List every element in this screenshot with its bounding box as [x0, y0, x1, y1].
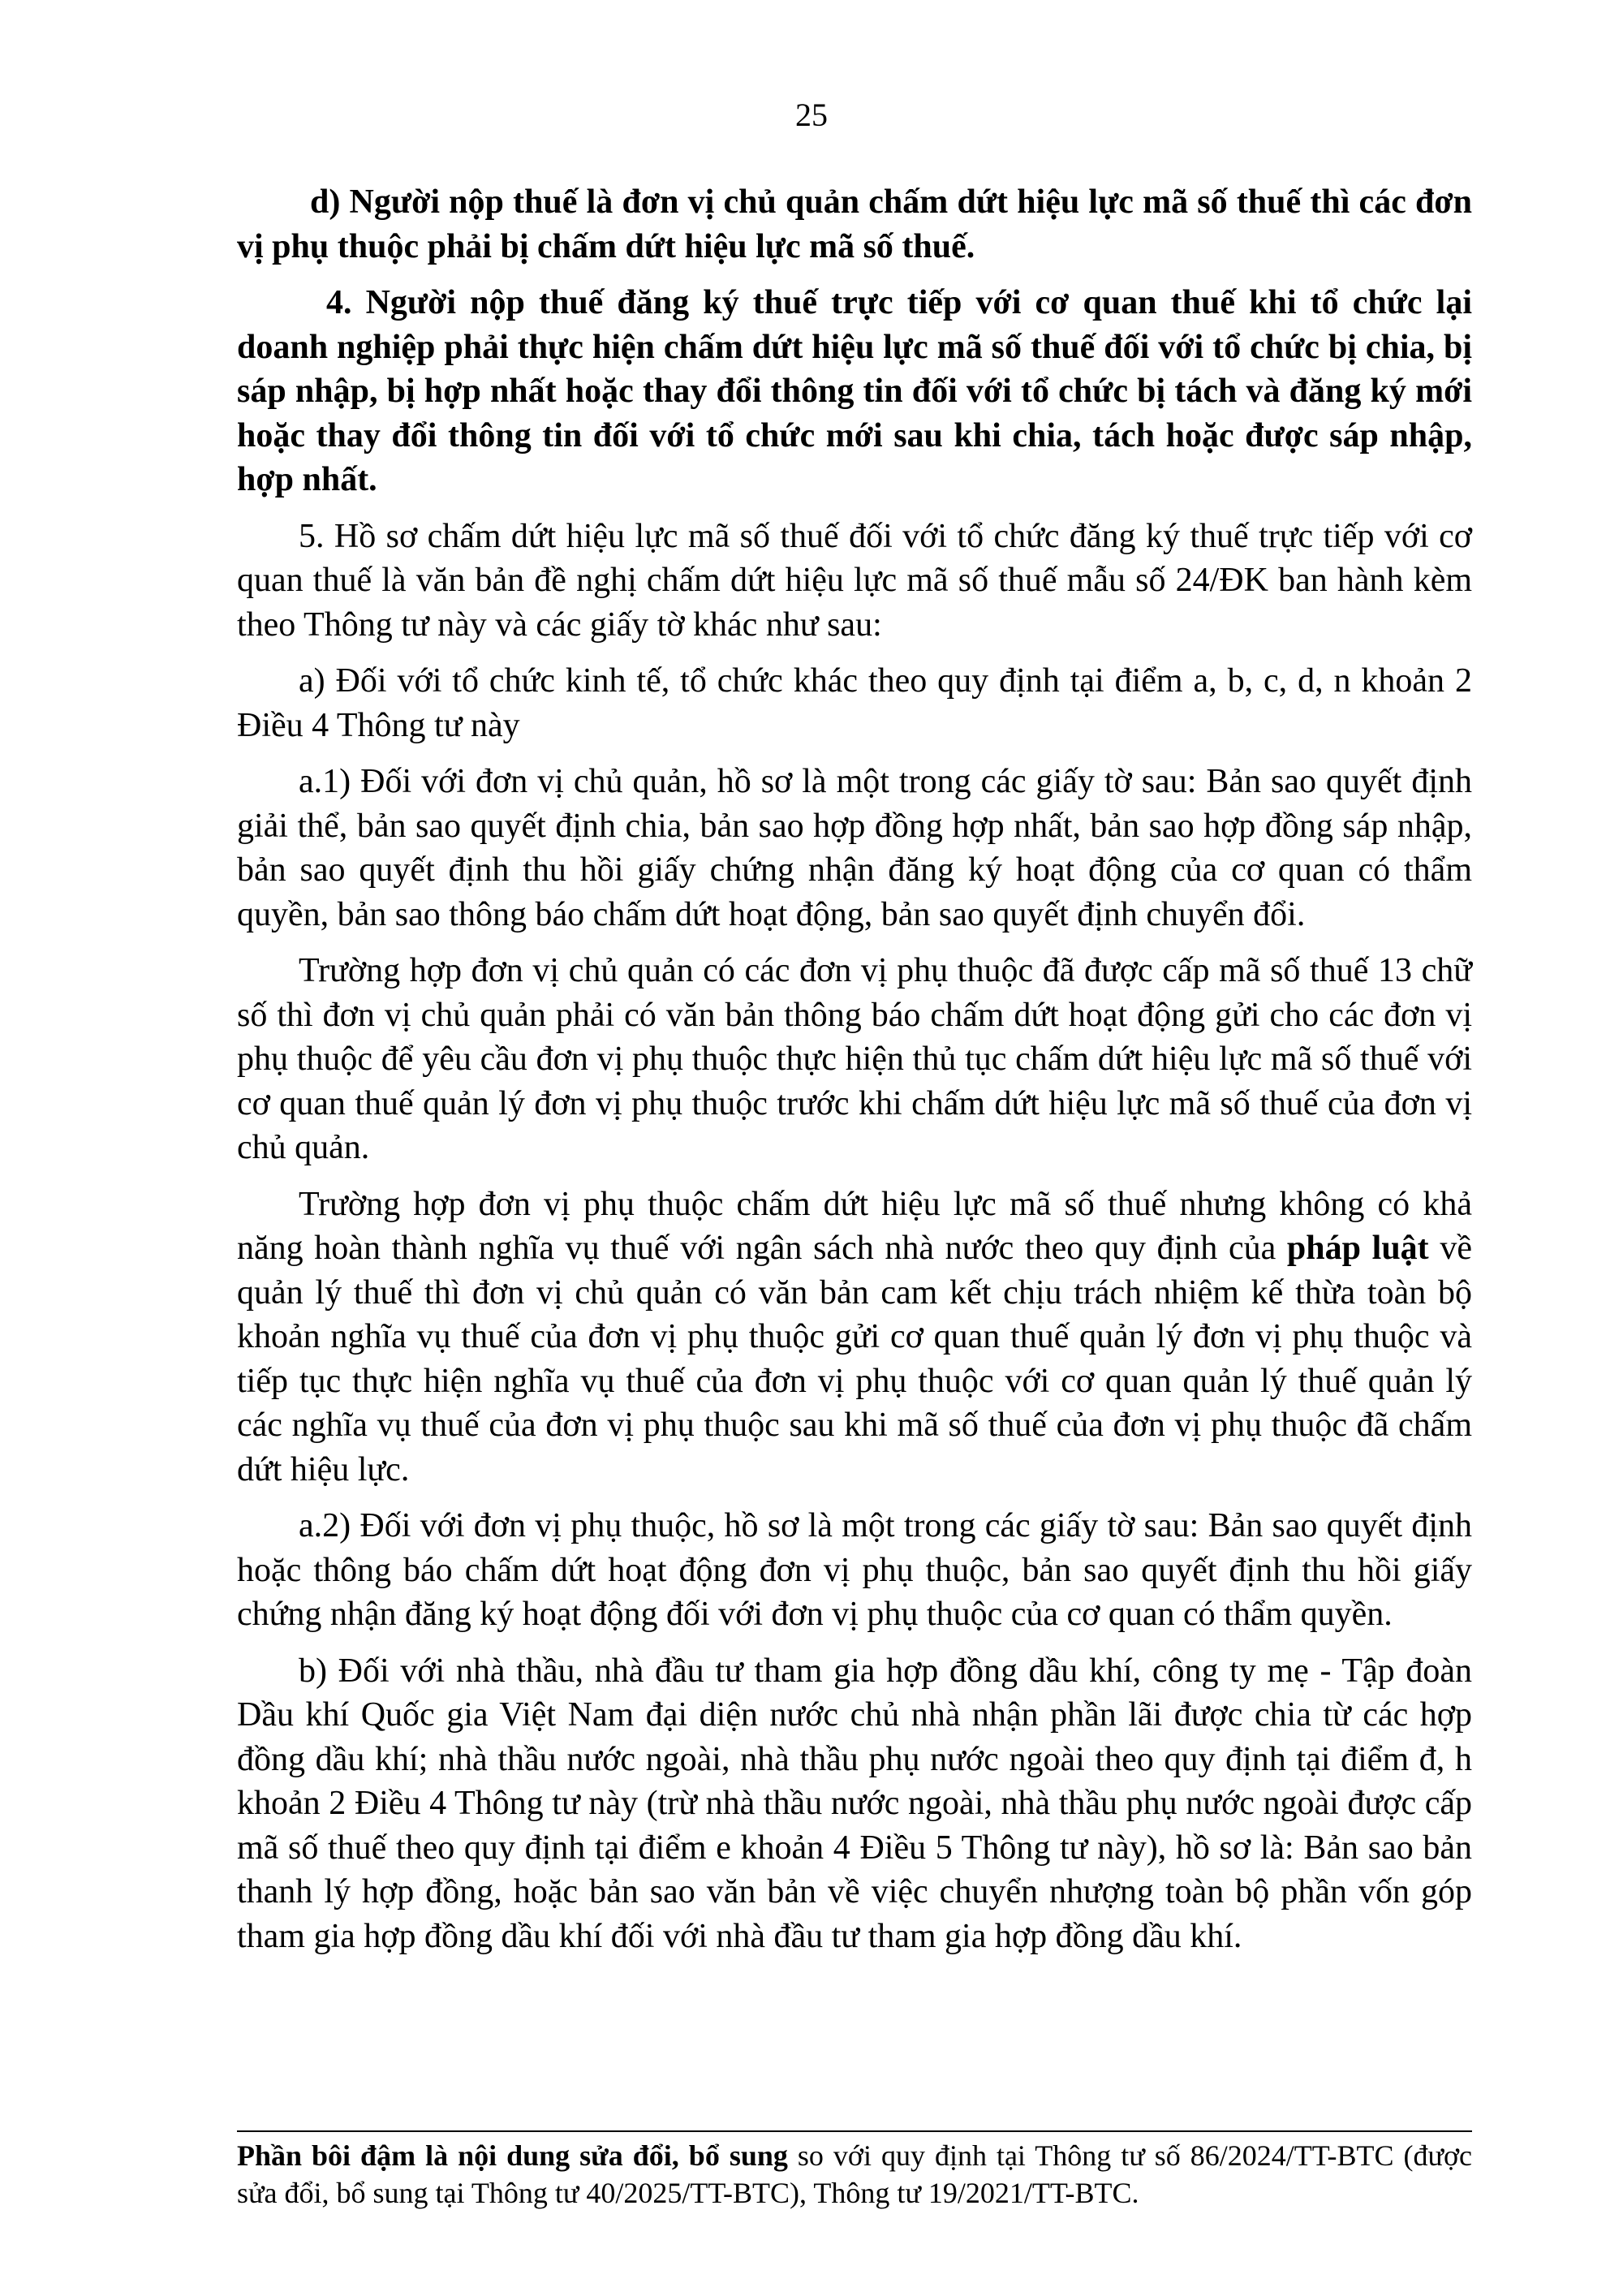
paragraph-a: a) Đối với tổ chức kinh tế, tổ chức khác theo quy định tại điểm a, b, c, d, n khoản 2 Điều 4 Thông tư này [237, 662, 1472, 744]
text-run: về quản lý thuế thì đơn vị chủ quản có văn bản cam kết chịu trách nhiệm kế thừa toàn bộ khoản nghĩa vụ thuế của đơn vị phụ thuộc gửi cơ quan thuế quản lý đơn vị phụ thuộc và tiếp tục thực hiện nghĩa vụ thuế của đơn vị phụ thuộc với cơ quan quản lý thuế quản lý các nghĩa vụ thuế của đơn vị phụ thuộc sau khi mã số thuế của đơn vị phụ thuộc đã chấm dứt hiệu lực. [237, 1230, 1472, 1488]
paragraph-5: 5. Hồ sơ chấm dứt hiệu lực mã số thuế đối với tổ chức đăng ký thuế trực tiếp với cơ quan thuế là văn bản đề nghị chấm dứt hiệu lực mã số thuế mẫu số 24/ĐK ban hành kèm theo Thông tư này và các giấy tờ khác như sau: [237, 517, 1472, 644]
footnote-divider [237, 2130, 1472, 2132]
footnote-bold: Phần bôi đậm là nội dung sửa đổi, bổ sung [237, 2139, 788, 2172]
paragraph-d: d) Người nộp thuế là đơn vị chủ quản chấm dứt hiệu lực mã số thuế thì các đơn vị phụ thuộc phải bị chấm dứt hiệu lực mã số thuế. [237, 183, 1472, 265]
paragraph-a2: a.2) Đối với đơn vị phụ thuộc, hồ sơ là một trong các giấy tờ sau: Bản sao quyết định hoặc thông báo chấm dứt hoạt động đơn vị phụ thuộc, bản sao quyết định thu hồi giấy chứng nhận đăng ký hoạt động đối với đơn vị phụ thuộc của cơ quan có thẩm quyền. [237, 1507, 1472, 1633]
paragraph-a1: a.1) Đối với đơn vị chủ quản, hồ sơ là một trong các giấy tờ sau: Bản sao quyết định giải thể, bản sao quyết định chia, bản sao hợp đồng hợp nhất, bản sao hợp đồng sáp nhập, bản sao quyết định thu hồi giấy chứng nhận đăng ký hoạt động của cơ quan có thẩm quyền, bản sao thông báo chấm dứt hoạt động, bản sao quyết định chuyển đổi. [237, 763, 1472, 933]
paragraph-b: b) Đối với nhà thầu, nhà đầu tư tham gia hợp đồng dầu khí, công ty mẹ - Tập đoàn Dầu khí Quốc gia Việt Nam đại diện nước chủ nhà nhận phần lãi được chia từ các hợp đồng dầu khí; nhà thầu nước ngoài, nhà thầu phụ nước ngoài theo quy định tại điểm đ, h khoản 2 Điều 4 Thông tư này (trừ nhà thầu nước ngoài, nhà thầu phụ nước ngoài được cấp mã số thuế theo quy định tại điểm e khoản 4 Điều 5 Thông tư này), hồ sơ là: Bản sao bản thanh lý hợp đồng, hoặc bản sao văn bản về việc chuyển nhượng toàn bộ phần vốn góp tham gia hợp đồng dầu khí đối với nhà đầu tư tham gia hợp đồng dầu khí. [237, 1652, 1472, 1955]
bold-text-run: pháp luật [1286, 1230, 1429, 1267]
paragraph-case-1: Trường hợp đơn vị chủ quản có các đơn vị phụ thuộc đã được cấp mã số thuế 13 chữ số thì đơn vị chủ quản phải có văn bản thông báo chấm dứt hoạt động gửi cho các đơn vị phụ thuộc để yêu cầu đơn vị phụ thuộc thực hiện thủ tục chấm dứt hiệu lực mã số thuế với cơ quan thuế quản lý đơn vị phụ thuộc trước khi chấm dứt hiệu lực mã số thuế của đơn vị chủ quản. [237, 952, 1472, 1166]
text-run: Trường hợp đơn vị phụ thuộc chấm dứt hiệu lực mã số thuế nhưng không có khả năng hoàn thành nghĩa vụ thuế với ngân sách nhà nước theo quy định của [237, 1185, 1472, 1267]
document-body [237, 180, 1472, 1971]
page-number: 25 [795, 97, 828, 133]
footnote [237, 2137, 1472, 2212]
paragraph-case-2 [237, 1182, 1472, 1493]
footnote-text: so với quy định tại Thông tư số 86/2024/TT-BTC (được sửa đổi, bổ sung tại Thông tư 40/2025/TT-BTC), Thông tư 19/2021/TT-BTC. [237, 2139, 1473, 2209]
paragraph-4: 4. Người nộp thuế đăng ký thuế trực tiếp với cơ quan thuế khi tổ chức lại doanh nghiệp phải thực hiện chấm dứt hiệu lực mã số thuế đối với tổ chức bị chia, bị sáp nhập, bị hợp nhất hoặc thay đổi thông tin đối với tổ chức bị tách và đăng ký mới hoặc thay đổi thông tin đối với tổ chức mới sau khi chia, tách hoặc được sáp nhập, hợp nhất. [237, 284, 1472, 498]
